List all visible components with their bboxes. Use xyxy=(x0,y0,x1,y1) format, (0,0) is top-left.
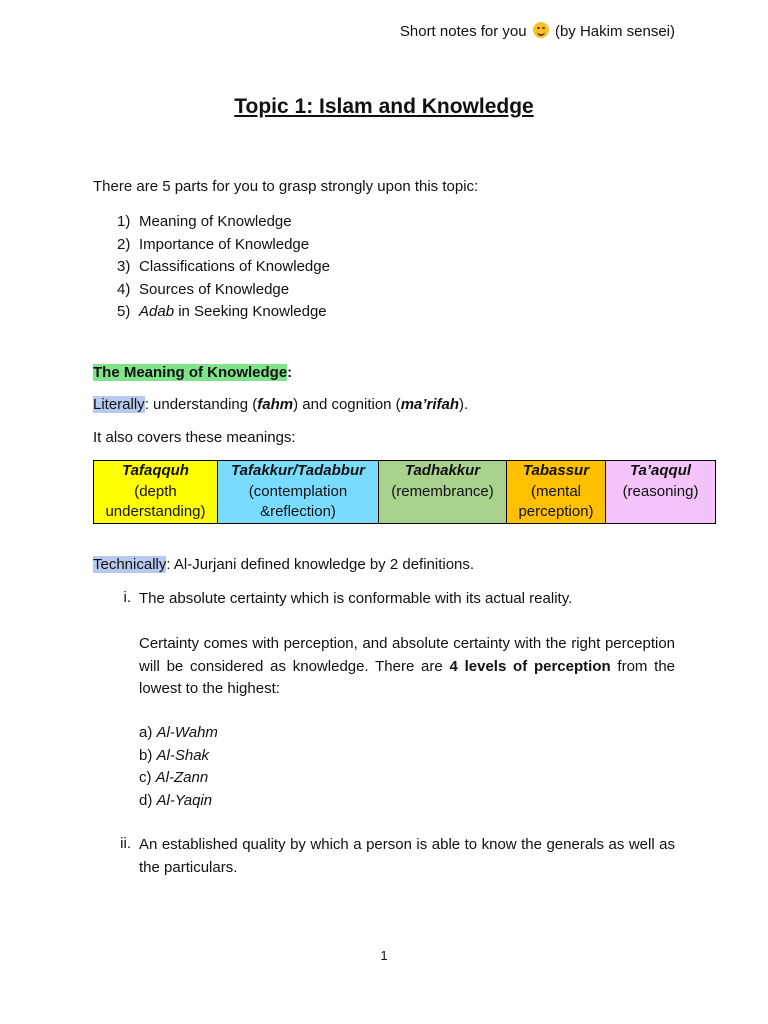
table-cell: Ta’aqqul (reasoning) xyxy=(606,461,716,524)
intro-text: There are 5 parts for you to grasp strongly upon this topic: xyxy=(93,178,479,195)
perception-levels xyxy=(139,722,218,812)
roman-numeral: i. xyxy=(123,589,131,606)
list-item: 4) Sources of Knowledge xyxy=(117,280,290,298)
literally-definition: Literally: understanding (fahm) and cognition (ma’rifah). xyxy=(93,396,469,413)
list-item: c) Al-Zann xyxy=(139,769,209,786)
header-author: (by Hakim sensei) xyxy=(554,23,675,40)
definition-2-text: An established quality by which a person is able to know the generals as well as the particulars. xyxy=(139,836,675,876)
technically-definition: Technically: Al-Jurjani defined knowledge by 2 definitions. xyxy=(93,556,475,573)
page-title: Topic 1: Islam and Knowledge xyxy=(234,95,534,118)
list-item: 2) Importance of Knowledge xyxy=(117,235,310,253)
list-item: 1) Meaning of Knowledge xyxy=(117,213,292,230)
list-item: b) Al-Shak xyxy=(139,746,210,764)
definition-1-text: The absolute certainty which is conformable with its actual reality. xyxy=(139,590,573,607)
smiling-face-icon xyxy=(533,22,549,38)
table-row xyxy=(94,461,716,524)
list-item: 5) Adab in Seeking Knowledge xyxy=(117,303,327,320)
page-number: 1 xyxy=(380,948,388,963)
parts-list xyxy=(117,211,330,324)
table-cell: Tabassur (mental perception) xyxy=(507,461,606,524)
section-heading-meaning: The Meaning of Knowledge: xyxy=(93,364,293,381)
header-note xyxy=(400,20,675,40)
meanings-table xyxy=(93,460,716,524)
table-cell: Tafakkur/Tadabbur (contemplation &reflection) xyxy=(218,461,379,524)
table-cell: Tadhakkur (remembrance) xyxy=(379,461,507,524)
list-item: d) Al-Yaqin xyxy=(139,791,213,809)
table-cell: Tafaqquh (depth understanding) xyxy=(94,461,218,524)
literally-label: Literally xyxy=(93,396,145,413)
perception-paragraph: Certainty comes with perception, and absolute certainty with the right perception will be considered as knowledge. There are 4 levels of perception from the lowest to the highest: xyxy=(139,635,676,697)
list-item: a) Al-Wahm xyxy=(139,724,218,741)
list-item: 3) Classifications of Knowledge xyxy=(117,258,330,275)
header-note-text: Short notes for you xyxy=(399,23,527,40)
covers-text: It also covers these meanings: xyxy=(93,429,296,446)
roman-numeral: ii. xyxy=(120,835,131,852)
technically-label: Technically xyxy=(93,556,167,573)
